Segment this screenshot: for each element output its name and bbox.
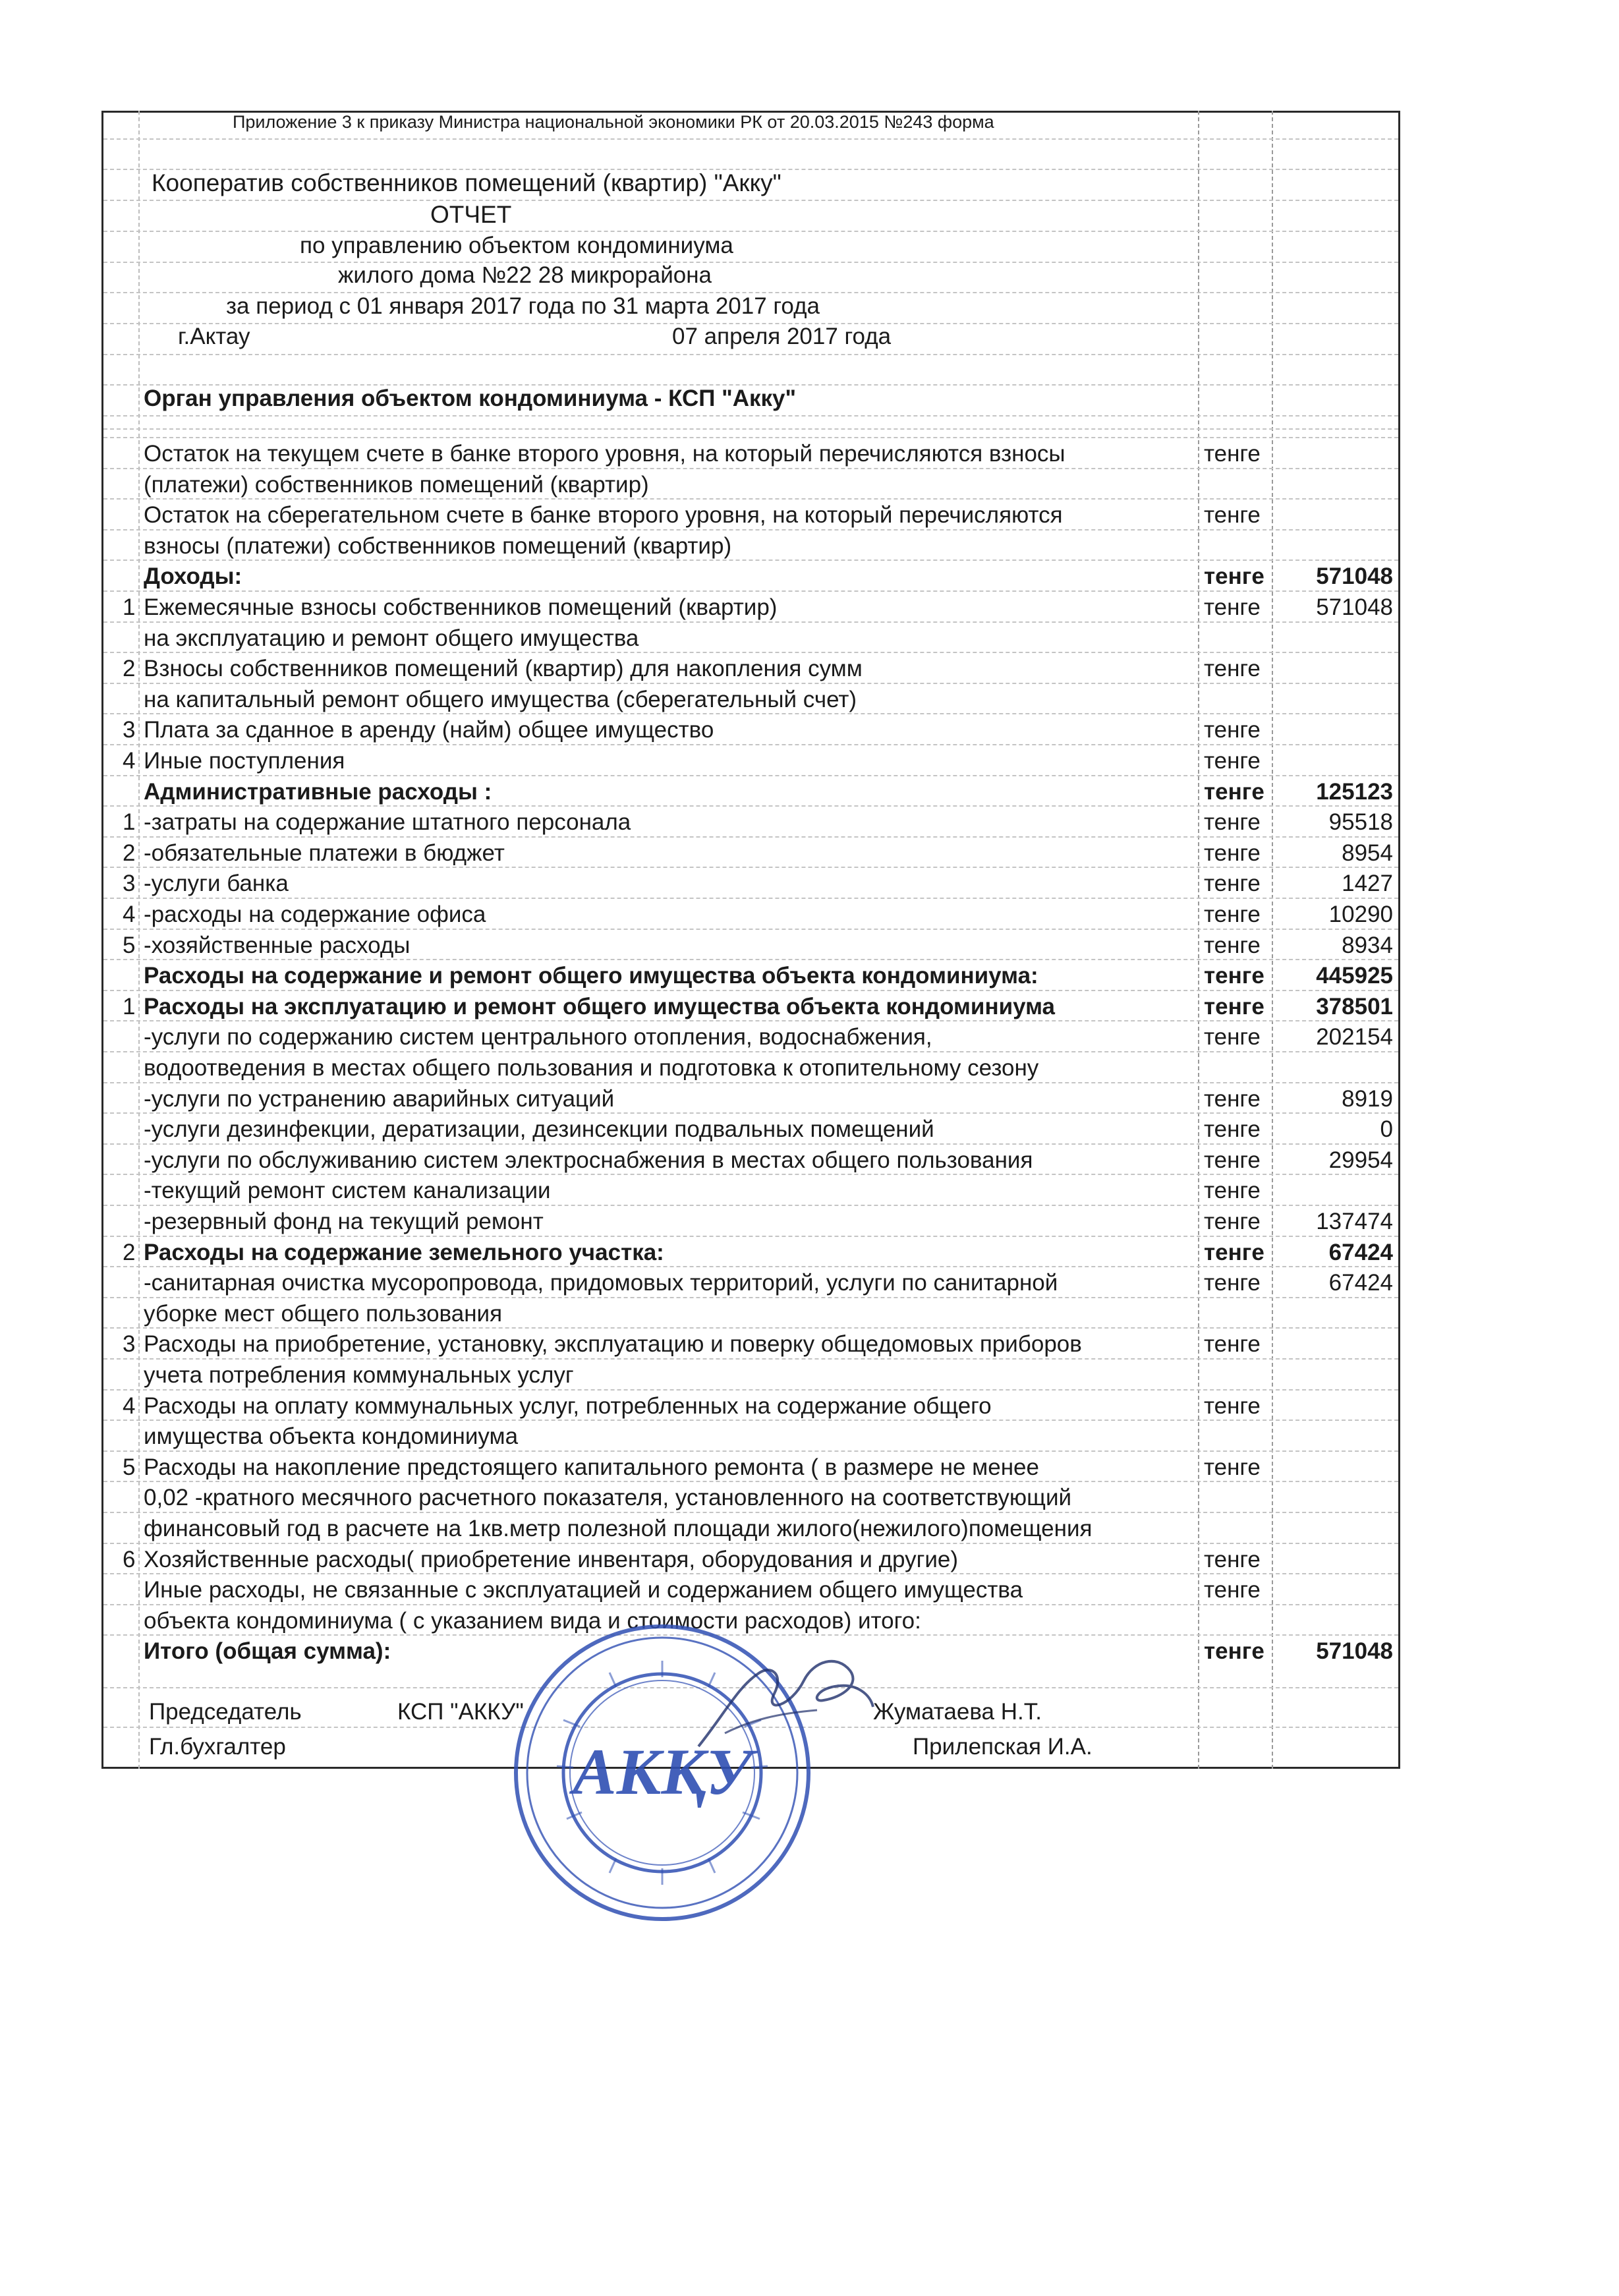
row-label: -хозяйственные расходы	[144, 933, 411, 958]
row-number: 1	[123, 594, 136, 620]
row-label: имущества объекта кондоминиума	[144, 1423, 519, 1449]
rule-line	[103, 1389, 1398, 1391]
row-label: Иные расходы, не связанные с эксплуатацией и содержанием общего имущества	[144, 1577, 1023, 1603]
rule-line	[103, 683, 1398, 684]
document-subtitle: жилого дома №22 28 микрорайона	[338, 262, 712, 288]
row-label: Расходы на оплату коммунальных услуг, потребленных на содержание общего	[144, 1393, 992, 1419]
row-unit: тенге	[1204, 809, 1261, 835]
rule-line	[103, 1205, 1398, 1206]
row-number: 2	[123, 1240, 136, 1265]
row-unit: тенге	[1204, 871, 1261, 896]
row-amount: 202154	[1316, 1024, 1393, 1050]
chair-organization: КСП "АККУ"	[397, 1699, 524, 1725]
row-unit: тенге	[1204, 1086, 1261, 1112]
row-label: Расходы на содержание земельного участка:	[144, 1240, 664, 1265]
chair-title: Председатель	[149, 1699, 302, 1725]
rule-line	[103, 1512, 1398, 1513]
rule-line	[103, 1112, 1398, 1114]
row-unit: тенге	[1204, 840, 1261, 866]
row-unit: тенге	[1204, 933, 1261, 958]
row-amount: 571048	[1316, 594, 1393, 620]
rule-line	[103, 775, 1398, 776]
row-label: финансовый год в расчете на 1кв.метр полезной площади жилого(нежилого)помещения	[144, 1516, 1093, 1541]
appendix-note: Приложение 3 к приказу Министра национальной экономики РК от 20.03.2015 №243 форма	[233, 112, 994, 132]
row-label: взносы (платежи) собственников помещений (квартир)	[144, 533, 732, 559]
row-unit: тенге	[1204, 1116, 1261, 1142]
row-label: Доходы:	[144, 563, 242, 589]
row-label: -услуги дезинфекции, дератизации, дезинсекции подвальных помещений	[144, 1116, 934, 1142]
rule-line	[103, 1450, 1398, 1452]
row-amount: 1427	[1342, 871, 1393, 896]
row-label: -услуги по устранению аварийных ситуаций	[144, 1086, 615, 1112]
rule-line	[103, 1051, 1398, 1052]
rule-line	[103, 652, 1398, 653]
row-unit: тенге	[1204, 963, 1264, 989]
row-unit: тенге	[1204, 1024, 1261, 1050]
row-label: Остаток на сберегательном счете в банке второго уровня, на который перечисляются	[144, 502, 1063, 528]
rule-line	[103, 1420, 1398, 1421]
row-label: Расходы на приобретение, установку, эксплуатацию и поверку общедомовых приборов	[144, 1331, 1082, 1357]
rule-line	[103, 468, 1398, 469]
row-label: -резервный фонд на текущий ремонт	[144, 1209, 544, 1234]
rule-line	[103, 1327, 1398, 1329]
row-unit: тенге	[1204, 1331, 1261, 1357]
row-unit: тенге	[1204, 563, 1264, 589]
row-amount: 10290	[1328, 902, 1393, 927]
row-label: Расходы на содержание и ремонт общего имущества объекта кондоминиума:	[144, 963, 1038, 989]
row-label: уборке мест общего пользования	[144, 1301, 503, 1327]
row-unit: тенге	[1204, 1270, 1261, 1296]
accountant-name: Прилепская И.А.	[913, 1734, 1093, 1760]
rule-line	[103, 1174, 1398, 1175]
row-label: Расходы на накопление предстоящего капитального ремонта ( в размере не менее	[144, 1454, 1039, 1480]
rule-line	[103, 867, 1398, 868]
row-amount: 125123	[1316, 779, 1393, 805]
row-number: 5	[123, 933, 136, 958]
rule-line	[103, 713, 1398, 714]
rule-line	[103, 959, 1398, 960]
rule-line	[103, 1236, 1398, 1237]
row-unit: тенге	[1204, 779, 1264, 805]
rule-line	[103, 1481, 1398, 1482]
row-label: Хозяйственные расходы( приобретение инвентаря, оборудования и другие)	[144, 1547, 959, 1572]
row-label: учета потребления коммунальных услуг	[144, 1362, 574, 1388]
row-label: Плата за сданное в аренду (найм) общее имущество	[144, 717, 714, 743]
row-number: 4	[123, 902, 136, 927]
row-label: -услуги банка	[144, 871, 289, 896]
stamp-text: АКҚУ	[573, 1735, 752, 1808]
row-number: 4	[123, 1393, 136, 1419]
row-unit: тенге	[1204, 1577, 1261, 1603]
rule-line	[103, 1266, 1398, 1267]
rule-line	[103, 621, 1398, 623]
row-number: 3	[123, 871, 136, 896]
row-unit: тенге	[1204, 1209, 1261, 1234]
rule-line	[103, 529, 1398, 531]
rule-line	[103, 1297, 1398, 1298]
row-amount: 571048	[1316, 1638, 1393, 1664]
row-number: 2	[123, 840, 136, 866]
row-unit: тенге	[1204, 1638, 1264, 1664]
rule-line	[103, 744, 1398, 745]
rule-line	[103, 138, 1398, 140]
column-divider-value	[1272, 111, 1273, 1769]
row-number: 2	[123, 656, 136, 681]
rule-line	[103, 990, 1398, 991]
row-unit: тенге	[1204, 1240, 1264, 1265]
rule-line	[103, 1358, 1398, 1360]
column-divider-number	[138, 111, 140, 1769]
rule-line	[103, 231, 1398, 232]
row-label: Ежемесячные взносы собственников помещений (квартир)	[144, 594, 778, 620]
row-amount: 8954	[1342, 840, 1393, 866]
row-number: 5	[123, 1454, 136, 1480]
row-number: 1	[123, 994, 136, 1019]
accountant-title: Гл.бухгалтер	[149, 1734, 286, 1760]
row-amount: 8919	[1342, 1086, 1393, 1112]
row-number: 3	[123, 717, 136, 743]
row-label: -затраты на содержание штатного персонала	[144, 809, 631, 835]
report-period: за период с 01 января 2017 года по 31 марта 2017 года	[226, 293, 820, 319]
row-label: Иные поступления	[144, 748, 345, 774]
row-amount: 95518	[1328, 809, 1393, 835]
row-label: -услуги по содержанию систем центрального отопления, водоснабжения,	[144, 1024, 932, 1050]
rule-line	[103, 200, 1398, 201]
row-label: Расходы на эксплуатацию и ремонт общего имущества объекта кондоминиума	[144, 994, 1055, 1019]
row-number: 3	[123, 1331, 136, 1357]
row-label: Остаток на текущем счете в банке второго уровня, на который перечисляются взносы	[144, 441, 1065, 467]
row-label: на эксплуатацию и ремонт общего имущества	[144, 625, 639, 651]
row-label: Взносы собственников помещений (квартир) для накопления сумм	[144, 656, 863, 681]
row-unit: тенге	[1204, 502, 1261, 528]
row-number: 4	[123, 748, 136, 774]
row-unit: тенге	[1204, 441, 1261, 467]
organization-name: Кооператив собственников помещений (квартир) "Акку"	[152, 169, 781, 196]
row-amount: 67424	[1328, 1270, 1393, 1296]
rule-line	[103, 1543, 1398, 1544]
row-unit: тенге	[1204, 594, 1261, 620]
row-amount: 571048	[1316, 563, 1393, 589]
rule-line	[103, 898, 1398, 899]
city: г.Актау	[178, 324, 250, 349]
row-unit: тенге	[1204, 1393, 1261, 1419]
row-unit: тенге	[1204, 656, 1261, 681]
row-unit: тенге	[1204, 748, 1261, 774]
row-label: (платежи) собственников помещений (квартир)	[144, 472, 649, 498]
report-date: 07 апреля 2017 года	[672, 324, 892, 349]
handwritten-signature	[685, 1634, 883, 1766]
document-title: ОТЧЕТ	[430, 201, 512, 228]
governing-body: Орган управления объектом кондоминиума - КСП "Акку"	[144, 386, 797, 411]
rule-line	[103, 415, 1398, 416]
rule-line	[103, 498, 1398, 500]
row-label: объекта кондоминиума ( с указанием вида и стоимости расходов) итого:	[144, 1608, 921, 1634]
row-label: 0,02 -кратного месячного расчетного показателя, установленного на соответствующий	[144, 1485, 1072, 1510]
row-unit: тенге	[1204, 1178, 1261, 1203]
rule-line	[103, 805, 1398, 807]
row-unit: тенге	[1204, 1147, 1261, 1173]
rule-line	[103, 590, 1398, 592]
document-subtitle: по управлению объектом кондоминиума	[300, 233, 733, 258]
row-unit: тенге	[1204, 1454, 1261, 1480]
row-label: Итого (общая сумма):	[144, 1638, 391, 1664]
row-amount: 378501	[1316, 994, 1393, 1019]
row-unit: тенге	[1204, 994, 1264, 1019]
row-amount: 29954	[1328, 1147, 1393, 1173]
row-amount: 445925	[1316, 963, 1393, 989]
rule-line	[103, 262, 1398, 263]
row-number: 6	[123, 1547, 136, 1572]
row-label: -услуги по обслуживанию систем электроснабжения в местах общего пользования	[144, 1147, 1033, 1173]
row-unit: тенге	[1204, 717, 1261, 743]
row-label: -текущий ремонт систем канализации	[144, 1178, 551, 1203]
row-unit: тенге	[1204, 1547, 1261, 1572]
row-label: -обязательные платежи в бюджет	[144, 840, 505, 866]
rule-line	[103, 1082, 1398, 1083]
row-label: -расходы на содержание офиса	[144, 902, 486, 927]
row-amount: 8934	[1342, 933, 1393, 958]
rule-line	[103, 1143, 1398, 1145]
row-unit: тенге	[1204, 902, 1261, 927]
row-amount: 0	[1380, 1116, 1393, 1142]
row-label: Административные расходы :	[144, 779, 492, 805]
chair-name: Жуматаева Н.Т.	[873, 1699, 1042, 1725]
row-label: -санитарная очистка мусоропровода, придомовых территорий, услуги по санитарной	[144, 1270, 1058, 1296]
rule-line	[103, 929, 1398, 930]
rule-line	[103, 1604, 1398, 1605]
row-label: на капитальный ремонт общего имущества (сберегательный счет)	[144, 687, 857, 712]
rule-line	[103, 1573, 1398, 1574]
column-divider-unit	[1198, 111, 1199, 1769]
row-amount: 67424	[1328, 1240, 1393, 1265]
rule-line	[103, 560, 1398, 561]
row-label: водоотведения в местах общего пользования и подготовка к отопительному сезону	[144, 1055, 1039, 1081]
row-amount: 137474	[1316, 1209, 1393, 1234]
rule-line	[103, 354, 1398, 355]
row-number: 1	[123, 809, 136, 835]
rule-line	[103, 428, 1398, 430]
rule-line	[103, 836, 1398, 838]
rule-line	[103, 437, 1398, 438]
rule-line	[103, 1020, 1398, 1021]
